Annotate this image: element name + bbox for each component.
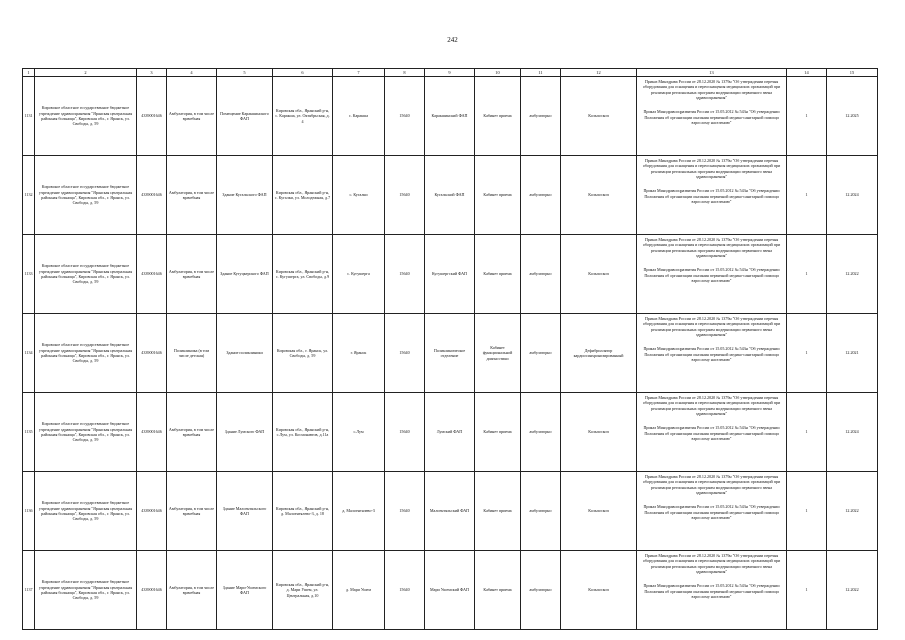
paragraph-gap <box>639 574 785 583</box>
unit-type-cell: Поликлиника (в том числе детская) <box>167 314 217 393</box>
column-header: 2 <box>35 69 137 77</box>
organization-cell: Кировское областное государственное бюджетное учреждение здравоохранения "Яранская центральная районная больница", Кировская обл., г. Яранск, ул. Свободы, д. 59 <box>35 472 137 551</box>
quantity-cell: 1 <box>787 393 827 472</box>
column-header: 3 <box>137 69 167 77</box>
date-cell: 12.2022 <box>827 551 878 630</box>
column-header: 7 <box>333 69 385 77</box>
column-header: 5 <box>217 69 273 77</box>
address-cell: Кировская обл., Яранский р-н, с. Кугушерга, ул. Свободы, д.9 <box>273 235 333 314</box>
department-cell: Лумский ФАП <box>425 393 475 472</box>
address-cell: Кировская обл., Яранский р-н, д. Мари Ушем, ул. Центральная, д.10 <box>273 551 333 630</box>
regulation-order-1379n: Приказ Минздрава России от 28.12.2020 № 1379н "Об утверждении перечня оборудования для оснащения и переоснащения медицинских организаций при реализации региональных программ модернизации первичного звена здравоохранения" <box>642 79 781 100</box>
paragraph-gap <box>639 337 785 346</box>
code-cell: 15640 <box>385 551 425 630</box>
row-number-cell: 1132 <box>23 156 35 235</box>
locality-cell: с.Лум <box>333 393 385 472</box>
inn-cell: 4339001646 <box>137 314 167 393</box>
department-cell: Малоентяльский ФАП <box>425 472 475 551</box>
inn-cell: 4339001646 <box>137 156 167 235</box>
header-row <box>23 69 878 77</box>
quantity-cell: 1 <box>787 314 827 393</box>
row-number-cell: 1136 <box>23 472 35 551</box>
column-header: 6 <box>273 69 333 77</box>
row-number-cell: 1137 <box>23 551 35 630</box>
regulation-order-543n: Приказ Минздравсоцразвития России от 15.05.2012 № 543н "Об утверждении Положения об организации оказания первичной медико-санитарной помощи взрослому населению" <box>643 583 780 599</box>
paragraph-gap <box>639 416 785 425</box>
address-cell: Кировская обл., Яранский р-н, д. Малоентялево-3, д. 18 <box>273 472 333 551</box>
column-header: 9 <box>425 69 475 77</box>
code-cell: 15640 <box>385 235 425 314</box>
equipment-register-table <box>22 68 878 630</box>
code-cell: 15640 <box>385 77 425 156</box>
address-cell: Кировская обл., Яранский р-н, с.Лум, ул. Космонавтов, д.11а <box>273 393 333 472</box>
date-cell: 12.2024 <box>827 156 878 235</box>
date-cell: 12.2024 <box>827 393 878 472</box>
care-form-cell: амбулаторно <box>521 77 561 156</box>
column-header: 4 <box>167 69 217 77</box>
regulation-order-1379n: Приказ Минздрава России от 28.12.2020 № 1379н "Об утверждении перечня оборудования для оснащения и переоснащения медицинских организаций при реализации региональных программ модернизации первичного звена здравоохранения" <box>642 316 781 337</box>
equipment-cell: Кольпоскоп <box>561 472 637 551</box>
code-cell: 15640 <box>385 393 425 472</box>
unit-type-cell: Амбулатория, в том числе врачебная <box>167 156 217 235</box>
regulation-order-543n: Приказ Минздравсоцразвития России от 15.05.2012 № 543н "Об утверждении Положения об организации оказания первичной медико-санитарной помощи взрослому населению" <box>643 267 780 283</box>
locality-cell: д. Малоентялево-3 <box>333 472 385 551</box>
building-cell: Помещение Каракшинского ФАП <box>217 77 273 156</box>
inn-cell: 4339001646 <box>137 393 167 472</box>
building-cell: Здание Лумского ФАП <box>217 393 273 472</box>
care-form-cell: амбулаторно <box>521 551 561 630</box>
column-header: 14 <box>787 69 827 77</box>
regulation-cell <box>637 77 787 156</box>
date-cell: 12.2021 <box>827 314 878 393</box>
table-row <box>23 77 878 156</box>
table-row <box>23 472 878 551</box>
room-cell: Кабинет приема <box>475 393 521 472</box>
code-cell: 15640 <box>385 314 425 393</box>
department-cell: Поликлиническое отделение <box>425 314 475 393</box>
equipment-cell: Кольпоскоп <box>561 235 637 314</box>
quantity-cell: 1 <box>787 235 827 314</box>
date-cell: 12.2022 <box>827 472 878 551</box>
table-row <box>23 235 878 314</box>
quantity-cell: 1 <box>787 77 827 156</box>
room-cell: Кабинет приема <box>475 156 521 235</box>
organization-cell: Кировское областное государственное бюджетное учреждение здравоохранения "Яранская центральная районная больница", Кировская обл., г. Яранск, ул. Свободы, д. 59 <box>35 77 137 156</box>
regulation-cell <box>637 551 787 630</box>
regulation-cell <box>637 472 787 551</box>
equipment-cell: Кольпоскоп <box>561 393 637 472</box>
regulation-order-543n: Приказ Минздравсоцразвития России от 15.05.2012 № 543н "Об утверждении Положения об организации оказания первичной медико-санитарной помощи взрослому населению" <box>643 425 780 441</box>
care-form-cell: амбулаторно <box>521 235 561 314</box>
paragraph-gap <box>639 258 785 267</box>
building-cell: Здание Кутуцкерского ФАП <box>217 235 273 314</box>
inn-cell: 4339001646 <box>137 551 167 630</box>
room-cell: Кабинет приема <box>475 235 521 314</box>
organization-cell: Кировское областное государственное бюджетное учреждение здравоохранения "Яранская центральная районная больница", Кировская обл., г. Яранск, ул. Свободы, д. 59 <box>35 551 137 630</box>
building-cell: Здание Малоентяльского ФАП <box>217 472 273 551</box>
regulation-order-543n: Приказ Минздравсоцразвития России от 15.05.2012 № 543н "Об утверждении Положения об организации оказания первичной медико-санитарной помощи взрослому населению" <box>643 188 780 204</box>
regulation-order-1379n: Приказ Минздрава России от 28.12.2020 № 1379н "Об утверждении перечня оборудования для оснащения и переоснащения медицинских организаций при реализации региональных программ модернизации первичного звена здравоохранения" <box>642 553 781 574</box>
table-row <box>23 393 878 472</box>
paragraph-gap <box>639 100 785 109</box>
unit-type-cell: Амбулатория, в том числе врачебная <box>167 551 217 630</box>
row-number-cell: 1131 <box>23 77 35 156</box>
regulation-order-543n: Приказ Минздравсоцразвития России от 15.05.2012 № 543н "Об утверждении Положения об организации оказания первичной медико-санитарной помощи взрослому населению" <box>643 346 780 362</box>
regulation-order-1379n: Приказ Минздрава России от 28.12.2020 № 1379н "Об утверждении перечня оборудования для оснащения и переоснащения медицинских организаций при реализации региональных программ модернизации первичного звена здравоохранения" <box>642 474 781 495</box>
equipment-cell: Кольпоскоп <box>561 156 637 235</box>
locality-cell: с. Кугушерга <box>333 235 385 314</box>
inn-cell: 4339001646 <box>137 77 167 156</box>
column-header: 12 <box>561 69 637 77</box>
equipment-cell: Кольпоскоп <box>561 77 637 156</box>
column-header: 8 <box>385 69 425 77</box>
row-number-cell: 1133 <box>23 235 35 314</box>
room-cell: Кабинет приема <box>475 77 521 156</box>
building-cell: Здание Кугальского ФАП <box>217 156 273 235</box>
address-cell: Кировская обл., г. Яранск, ул. Свободы, д. 59 <box>273 314 333 393</box>
code-cell: 15640 <box>385 156 425 235</box>
date-cell: 12.2025 <box>827 77 878 156</box>
care-form-cell: амбулаторно <box>521 393 561 472</box>
column-header: 15 <box>827 69 878 77</box>
regulation-cell <box>637 156 787 235</box>
department-cell: Кугушергский ФАП <box>425 235 475 314</box>
column-header: 1 <box>23 69 35 77</box>
unit-type-cell: Амбулатория, в том числе врачебная <box>167 235 217 314</box>
paragraph-gap <box>639 495 785 504</box>
regulation-cell <box>637 235 787 314</box>
room-cell: Кабинет приема <box>475 551 521 630</box>
table-row <box>23 551 878 630</box>
quantity-cell: 1 <box>787 156 827 235</box>
building-cell: Здание поликлиники <box>217 314 273 393</box>
regulation-order-543n: Приказ Минздравсоцразвития России от 15.05.2012 № 543н "Об утверждении Положения об организации оказания первичной медико-санитарной помощи взрослому населению" <box>643 504 780 520</box>
inn-cell: 4339001646 <box>137 472 167 551</box>
locality-cell: г. Яранск <box>333 314 385 393</box>
care-form-cell: амбулаторно <box>521 314 561 393</box>
quantity-cell: 1 <box>787 551 827 630</box>
column-header: 13 <box>637 69 787 77</box>
row-number-cell: 1135 <box>23 393 35 472</box>
column-header: 10 <box>475 69 521 77</box>
organization-cell: Кировское областное государственное бюджетное учреждение здравоохранения "Яранская центральная районная больница", Кировская обл., г. Яранск, ул. Свободы, д. 59 <box>35 235 137 314</box>
locality-cell: д. Мари Ушем <box>333 551 385 630</box>
building-cell: Здание Мари-Ушемского ФАП <box>217 551 273 630</box>
regulation-cell <box>637 314 787 393</box>
organization-cell: Кировское областное государственное бюджетное учреждение здравоохранения "Яранская центральная районная больница", Кировская обл., г. Яранск, ул. Свободы, д. 59 <box>35 393 137 472</box>
table-body <box>23 77 878 630</box>
organization-cell: Кировское областное государственное бюджетное учреждение здравоохранения "Яранская центральная районная больница", Кировская обл., г. Яранск, ул. Свободы, д. 59 <box>35 314 137 393</box>
regulation-order-1379n: Приказ Минздрава России от 28.12.2020 № 1379н "Об утверждении перечня оборудования для оснащения и переоснащения медицинских организаций при реализации региональных программ модернизации первичного звена здравоохранения" <box>642 237 781 258</box>
unit-type-cell: Амбулатория, в том числе врачебная <box>167 472 217 551</box>
table-row <box>23 314 878 393</box>
code-cell: 15640 <box>385 472 425 551</box>
row-number-cell: 1134 <box>23 314 35 393</box>
equipment-cell: Кольпоскоп <box>561 551 637 630</box>
table-row <box>23 156 878 235</box>
unit-type-cell: Амбулатория, в том числе врачебная <box>167 77 217 156</box>
organization-cell: Кировское областное государственное бюджетное учреждение здравоохранения "Яранская центральная районная больница", Кировская обл., г. Яранск, ул. Свободы, д. 59 <box>35 156 137 235</box>
paragraph-gap <box>639 179 785 188</box>
address-cell: Кировская обл., Яранский р-н, с. Каракша, ул. Октябрьская, д. 4 <box>273 77 333 156</box>
department-cell: Кугальский ФАП <box>425 156 475 235</box>
equipment-cell: Дефибриллятор кардиосинхронизированный <box>561 314 637 393</box>
column-header: 11 <box>521 69 561 77</box>
page-number: 242 <box>447 36 458 44</box>
room-cell: Кабинет приема <box>475 472 521 551</box>
regulation-cell <box>637 393 787 472</box>
room-cell: Кабинет функциональной диагностики <box>475 314 521 393</box>
quantity-cell: 1 <box>787 472 827 551</box>
department-cell: Мари Ушемский ФАП <box>425 551 475 630</box>
regulation-order-543n: Приказ Минздравсоцразвития России от 15.05.2012 № 543н "Об утверждении Положения об организации оказания первичной медико-санитарной помощи взрослому населению" <box>643 109 780 125</box>
regulation-order-1379n: Приказ Минздрава России от 28.12.2020 № 1379н "Об утверждении перечня оборудования для оснащения и переоснащения медицинских организаций при реализации региональных программ модернизации первичного звена здравоохранения" <box>642 158 781 179</box>
care-form-cell: амбулаторно <box>521 156 561 235</box>
locality-cell: с. Кугалки <box>333 156 385 235</box>
locality-cell: с. Каракша <box>333 77 385 156</box>
care-form-cell: амбулаторно <box>521 472 561 551</box>
date-cell: 12.2022 <box>827 235 878 314</box>
address-cell: Кировская обл., Яранский р-н, с. Кугалки, ул. Молодежная, д.7 <box>273 156 333 235</box>
regulation-order-1379n: Приказ Минздрава России от 28.12.2020 № 1379н "Об утверждении перечня оборудования для оснащения и переоснащения медицинских организаций при реализации региональных программ модернизации первичного звена здравоохранения" <box>642 395 781 416</box>
department-cell: Каракшинский ФАП <box>425 77 475 156</box>
inn-cell: 4339001646 <box>137 235 167 314</box>
unit-type-cell: Амбулатория, в том числе врачебная <box>167 393 217 472</box>
